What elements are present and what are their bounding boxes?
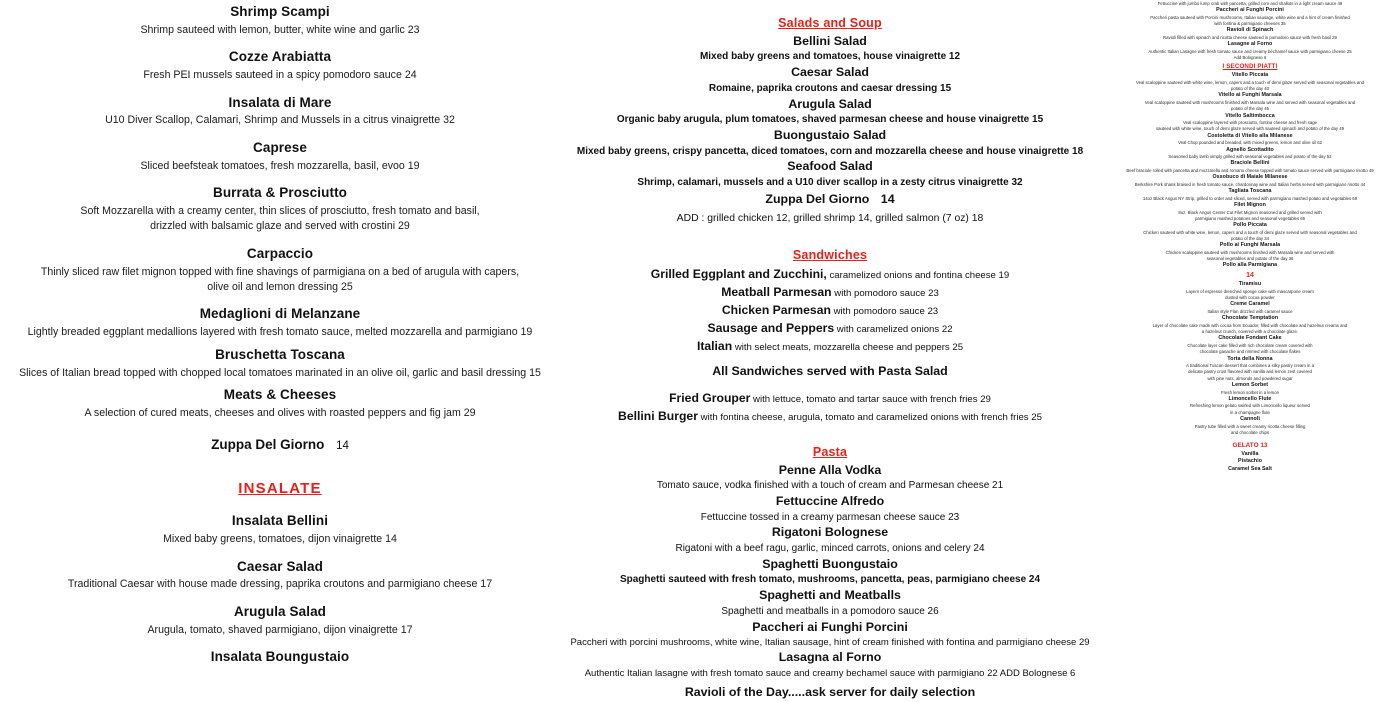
item-name: Caesar Salad [791, 65, 869, 80]
item-desc: Paccheri pasta sauteed with Porcini mushrooms, Italian sausage, white wine and a hint of cream finished [1150, 14, 1350, 20]
item-name: Bruschetta Toscana [215, 346, 345, 362]
section-heading-salads-and-soup: Salads and Soup [778, 16, 882, 30]
menu-item [1100, 382, 1400, 396]
menu-item [560, 33, 1100, 64]
item-name: Buongustaio Salad [773, 127, 887, 142]
item-desc: 14oz Black Angus NY Strip, grilled to order and sliced, served with parmigiano mashed potato and vegetables 69 [1142, 195, 1358, 201]
menu-item [560, 337, 1100, 355]
item-name: Arugula Salad [788, 96, 872, 111]
item-name: Costoletta di Vitello alla Milanese [1207, 132, 1293, 139]
menu-item [1100, 7, 1400, 27]
section-heading-gelato: GELATO 13 [1232, 441, 1268, 449]
item-desc-2: a hazelnut crunch, covered with a chocolate glaze. [1201, 329, 1299, 335]
item-name: Fried Grouper [669, 390, 751, 405]
item-name: Filet Mignon [1234, 202, 1266, 209]
item-desc: Berkshire Pork shank braised in fresh tomato sauce, chardonnay wine and Italian herbs served with parmigiano risotto 44 [1134, 181, 1366, 187]
item-name: Penne Alla Vodka [778, 462, 882, 477]
item-desc-2: potato of the day 34 [1231, 236, 1269, 242]
item-name: Ossobuco di Maiale Milanese [1212, 174, 1288, 181]
zuppa-del-giorno-row [560, 190, 1100, 206]
center-column [560, 0, 1100, 702]
item-desc-2: parmigiano mashed potatoes and seasonal vegetables 65 [1194, 215, 1306, 221]
item-name: Spaghetti and Meatballs [759, 588, 901, 603]
item-name: Cozze Arabiatta [228, 49, 332, 65]
item-name: Shrimp Scampi [230, 4, 330, 19]
menu-item [1100, 174, 1400, 188]
item-desc: Refreshing lemon gelato swirled with Limoncello liqueur served [1190, 403, 1310, 409]
menu-item [1100, 396, 1400, 416]
menu-item [560, 283, 1100, 301]
menu-item [560, 301, 1100, 319]
item-name: Torta della Nonna [1227, 355, 1273, 362]
item-desc: with lettuce, tomato and tartar sauce with french fries 29 [750, 393, 991, 405]
item-name: Chocolate Fondant Cake [1218, 335, 1282, 342]
item-name: Vitello Piccata [1231, 72, 1269, 79]
item-name: Caprese [253, 139, 307, 155]
item-desc-2: and chocolate chips [1231, 429, 1269, 435]
menu-item [560, 493, 1100, 524]
menu-item [1100, 72, 1400, 92]
item-name: Sausage and Peppers [707, 321, 835, 336]
item-name: Lasagne al Forno [1227, 41, 1273, 48]
menu-item [1100, 147, 1400, 161]
item-desc: Authentic Italian lasagne with fresh tomato sauce and creamy bechamel sauce with parmigiano 22 ADD Bolognese 6 [584, 667, 1076, 679]
item-desc-2: Add Bolognese 6 [1233, 55, 1267, 61]
item-name: Spaghetti Buongustaio [762, 556, 898, 571]
item-name: Vitello Saltimbocca [1225, 112, 1275, 119]
item-desc: Beef braciole rolled with pancetta and mozzarella and romano cheese topped with tomato sauce served with parmigiano risotto 49 [1126, 168, 1374, 174]
item-desc: Soft Mozzarella with a creamy center, thin slices of prosciutto, fresh tomato and basil, [80, 205, 480, 218]
item-name: Carpaccio [246, 245, 314, 261]
item-desc: Veal Chop pounded and breaded, with mixed greens, lemon and olive oil 62 [1177, 140, 1323, 146]
menu-item [1100, 133, 1400, 147]
item-name: Insalata Bellini [231, 513, 329, 529]
item-desc: Paccheri with porcini mushrooms, white wine, Italian sausage, hint of cream finished with fontina and parmigiano cheese 29 [570, 637, 1090, 649]
item-desc-2: dusted with cocoa powder [1225, 295, 1275, 301]
dessert-price: 14 [1246, 272, 1254, 280]
zuppa-price: 14 [880, 191, 895, 206]
zuppa-del-giorno-row [0, 437, 560, 452]
item-desc: U10 Diver Scallop, Calamari, Shrimp and Mussels in a citrus vinaigrette 32 [105, 114, 455, 127]
menu-item [0, 304, 560, 340]
gelato-flavor: Pistachio [1238, 458, 1262, 465]
item-desc: with pomodoro sauce 23 [831, 288, 939, 300]
menu-item [1100, 188, 1400, 202]
item-desc: Authentic Italian Lasagne with fresh tomato sauce and creamy béchamel sauce with parmigiano cheese 25 [1148, 48, 1352, 54]
menu-item [0, 47, 560, 83]
item-desc: with select meats, mozzarella cheese and peppers 25 [732, 342, 964, 354]
item-name: Insalata Boungustaio [210, 649, 350, 665]
menu-item [0, 138, 560, 174]
item-desc: Tomato sauce, vodka finished with a touch of cream and Parmesan cheese 21 [656, 480, 1004, 492]
item-desc-3: with pine nuts, almonds and powdered sugar [1207, 375, 1293, 381]
ravioli-of-the-day-note: Ravioli of the Day.....ask server for daily selection [684, 684, 976, 699]
item-name: Paccheri ai Funghi Porcini [752, 619, 908, 634]
item-name: Bellini Salad [793, 33, 867, 48]
item-desc: Fettuccine tossed in a creamy parmesan cheese sauce 23 [700, 511, 960, 523]
menu-item [0, 345, 560, 381]
item-desc: Lightly breaded eggplant medallions layered with fresh tomato sauce, melted mozzarella and parmigiano 19 [27, 326, 533, 339]
item-desc: Spaghetti and meatballs in a pomodoro sauce 26 [721, 605, 939, 617]
item-desc: Organic baby arugula, plum tomatoes, shaved parmesan cheese and house vinaigrette 15 [616, 114, 1044, 126]
gelato-flavor: Caramel Sea Salt [1228, 465, 1272, 472]
item-name: Lemon Sorbet [1231, 381, 1269, 388]
item-desc: Mixed baby greens, tomatoes, dijon vinaigrette 14 [163, 533, 397, 546]
menu-item [560, 96, 1100, 127]
item-name: Arugula Salad [233, 603, 327, 619]
item-desc: Veal scaloppine layered with prosciutto, fontina cheese and fresh sage [1182, 120, 1317, 126]
menu-item [1100, 281, 1400, 301]
item-desc: Mixed baby greens and tomatoes, house vinaigrette 12 [699, 51, 961, 63]
item-desc: Italian style Flan drizzled with caramel sauce [1207, 309, 1293, 315]
item-desc-2: in a champagne flute [1230, 409, 1270, 415]
menu-item [1100, 202, 1400, 222]
item-desc: 8oz. Black Angus Center Cut Filet Mignon seasoned and grilled served with [1178, 209, 1322, 215]
item-name: Seafood Salad [787, 159, 873, 174]
item-name: Meats & Cheeses [223, 386, 337, 402]
menu-item [1100, 113, 1400, 133]
item-desc: Shrimp, calamari, mussels and a U10 diver scallop in a zesty citrus vinaigrette 32 [637, 176, 1023, 188]
item-desc: Chicken scaloppine sauteed with mushrooms finished with Marsala wine and served with [1165, 249, 1335, 255]
item-desc-2: delicate pastry crust flavored with vanilla and lemon zest covered [1188, 369, 1312, 375]
item-desc: Mixed baby greens, crispy pancetta, diced tomatoes, corn and mozzarella cheese and house vinaigrette 18 [576, 145, 1084, 157]
menu-item [560, 158, 1100, 189]
menu-item [560, 556, 1100, 587]
item-desc: Fresh PEI mussels sauteed in a spicy pomodoro sauce 24 [143, 69, 417, 82]
menu-item [560, 462, 1100, 493]
item-desc: Fresh lemon sorbet in a lemon [1220, 389, 1280, 395]
section-heading-i-secondi-piatti: I SECONDI PIATTI [1222, 63, 1278, 71]
item-desc: Arugula, tomato, shaved parmigiano, dijon vinaigrette 17 [147, 623, 413, 636]
menu-item [1100, 222, 1400, 242]
menu-item [1100, 41, 1400, 61]
section-heading-insalate: INSALATE [238, 480, 322, 498]
item-name: Bellini Burger [618, 408, 698, 423]
menu-item [560, 319, 1100, 337]
item-desc: with caramelized onions 22 [834, 324, 953, 336]
item-desc: Chicken sauteed with white wine, lemon, capers and a touch of demi glaze served with seasonal vegetables and [1143, 229, 1357, 235]
menu-item [1100, 315, 1400, 335]
item-name: Limoncello Flute [1228, 395, 1272, 402]
menu-item [1100, 262, 1400, 270]
item-desc-2: drizzled with balsamic glaze and served with crostini 29 [150, 220, 410, 233]
item-name: Meatball Parmesan [721, 285, 832, 300]
left-column [0, 0, 560, 668]
item-name: Pollo Piccata [1233, 222, 1267, 229]
menu-item [560, 524, 1100, 555]
item-name: Caesar Salad [236, 558, 323, 574]
add-ons-line: ADD : grilled chicken 12, grilled shrimp 14, grilled salmon (7 oz) 18 [676, 212, 984, 224]
item-desc: Fettuccine with jumbo lump crab with pancetta, grilled corn and shallots in a light cream sauce 49 [1157, 1, 1343, 6]
item-desc: Thinly sliced raw filet mignon topped with fine shavings of parmigiana on a bed of arugula with capers, [40, 265, 520, 278]
item-desc: Slices of Italian bread topped with chopped local tomatoes marinated in an olive oil, garlic and basil dressing 15 [19, 366, 541, 379]
item-name: Vitello ai Funghi Marsala [1218, 92, 1282, 99]
sandwiches-note: All Sandwiches served with Pasta Salad [712, 364, 948, 379]
menu-item [1100, 416, 1400, 436]
item-name: Tiramisu [1238, 281, 1262, 288]
item-name: Cannoli [1240, 415, 1260, 422]
menu-item [0, 647, 560, 668]
menu-item [0, 602, 560, 638]
item-name: Pollo ai Funghi Marsala [1219, 242, 1281, 249]
item-desc: caramelized onions and fontina cheese 19 [826, 270, 1010, 282]
item-name: Paccheri ai Funghi Porcini [1216, 7, 1284, 14]
item-name: Fettuccine Alfredo [775, 493, 885, 508]
menu-item [560, 649, 1100, 680]
menu-item [0, 2, 560, 38]
item-desc: A selection of cured meats, cheeses and olives with roasted peppers and fig jam 29 [84, 406, 476, 419]
item-name: Pollo alla Parmigiana [1222, 262, 1278, 269]
item-desc: A traditional Tuscan dessert that combines a silky pastry cream in a [1185, 363, 1314, 369]
item-name: Medaglioni di Melanzane [199, 306, 361, 322]
menu-item [0, 385, 560, 421]
item-desc: Chocolate layer cake filled with rich chocolate cream covered with [1187, 343, 1313, 349]
item-desc-2: sauteed with white wine, touch of demi glaze served with sauteed spinach and potato of the day 49 [1156, 126, 1344, 132]
menu-item [560, 407, 1100, 425]
item-desc: Ravioli filled with spinach and ricotta cheese sauteed in pomodoro sauce with fresh basil 29 [1163, 35, 1337, 40]
item-desc-2: with fontina & parmigiano cheeses 35 [1214, 21, 1286, 27]
item-name: Chocolate Temptation [1221, 315, 1279, 322]
item-name: Lasagna al Forno [778, 650, 882, 665]
item-desc: Sliced beefsteak tomatoes, fresh mozzarella, basil, evoo 19 [140, 159, 420, 172]
item-desc: Layers of espresso drenched sponge cake with mascarpone cream [1186, 288, 1314, 294]
menu-item [560, 389, 1100, 407]
item-name: Creme Caramel [1230, 301, 1270, 308]
gelato-flavor: Vanilla [1241, 450, 1259, 457]
section-heading-sandwiches: Sandwiches [792, 248, 868, 263]
menu-item [0, 93, 560, 129]
item-desc: Veal scaloppine sauteed with white wine, lemon, capers and a touch of demi glaze served with seasonal vegetables and [1135, 79, 1365, 85]
menu-item [560, 619, 1100, 650]
menu-item [1100, 160, 1400, 174]
item-desc: Veal scaloppine sauteed with mushrooms finished with Marsala wine and served with seasonal vegetables and [1144, 100, 1356, 106]
item-name: Rigatoni Bolognese [771, 525, 889, 540]
item-desc: Pastry tube filled with a sweet creamy ricotta cheese filling [1194, 423, 1306, 429]
item-desc: Shrimp sauteed with lemon, butter, white wine and garlic 23 [140, 23, 420, 36]
item-desc-2: potato of the day 45 [1231, 106, 1269, 112]
item-name: Ravioli di Spinach [1226, 27, 1274, 34]
item-desc: with pomodoro sauce 23 [830, 306, 939, 318]
item-desc-2: olive oil and lemon dressing 25 [207, 281, 353, 294]
item-desc: Layer of chocolate cake made with cocoa from Ecuador, filled with chocolate and hazelnut creams and [1152, 322, 1348, 328]
item-name: Insalata di Mare [228, 94, 332, 110]
menu-item [560, 64, 1100, 95]
item-desc: Romaine, paprika croutons and caesar dressing 15 [708, 82, 952, 94]
menu-item [560, 127, 1100, 158]
zuppa-name: Zuppa Del Giorno [211, 437, 325, 453]
menu-item [0, 183, 560, 235]
menu-item [1100, 356, 1400, 382]
section-heading-pasta: Pasta [812, 444, 848, 459]
menu-item [0, 244, 560, 296]
menu-item [1100, 335, 1400, 355]
item-desc-2: chocolate ganache and rimmed with chocolate flakes [1199, 349, 1301, 355]
menu-item [560, 587, 1100, 618]
item-name: Italian [696, 339, 733, 354]
item-name: Grilled Eggplant and Zucchini, [650, 267, 827, 282]
right-column [1100, 0, 1400, 474]
item-desc: Traditional Caesar with house made dressing, paprika croutons and parmigiano cheese 17 [67, 578, 493, 591]
menu-item [560, 265, 1100, 283]
item-name: Agnello Scottadito [1226, 146, 1274, 153]
menu-item [0, 511, 560, 547]
item-name: Tagliata Toscana [1228, 188, 1272, 195]
zuppa-price: 14 [336, 440, 349, 453]
zuppa-name: Zuppa Del Giorno [765, 191, 870, 206]
item-name: Braciole Bellini [1230, 160, 1270, 167]
item-desc-2: potato of the day 40 [1231, 86, 1269, 92]
item-desc: with fontina cheese, arugula, tomato and caramelized onions with french fries 25 [697, 411, 1042, 423]
menu-item [1100, 92, 1400, 112]
menu-item [1100, 242, 1400, 262]
item-name: Burrata & Prosciutto [212, 185, 348, 201]
menu-item [1100, 27, 1400, 41]
item-desc: Spaghetti sauteed with fresh tomato, mushrooms, pancetta, peas, parmigiano cheese 24 [619, 574, 1041, 586]
item-desc: Rigatoni with a beef ragu, garlic, minced carrots, onions and celery 24 [675, 542, 985, 554]
menu-item [1100, 301, 1400, 315]
item-desc-2: seasonal vegetables and potato of the day 36 [1206, 256, 1294, 262]
item-desc: Seasoned baby lamb simply grilled with seasonal vegetables and potato of the day 52 [1168, 154, 1332, 160]
menu-item [0, 557, 560, 593]
item-name: Chicken Parmesan [721, 303, 831, 318]
